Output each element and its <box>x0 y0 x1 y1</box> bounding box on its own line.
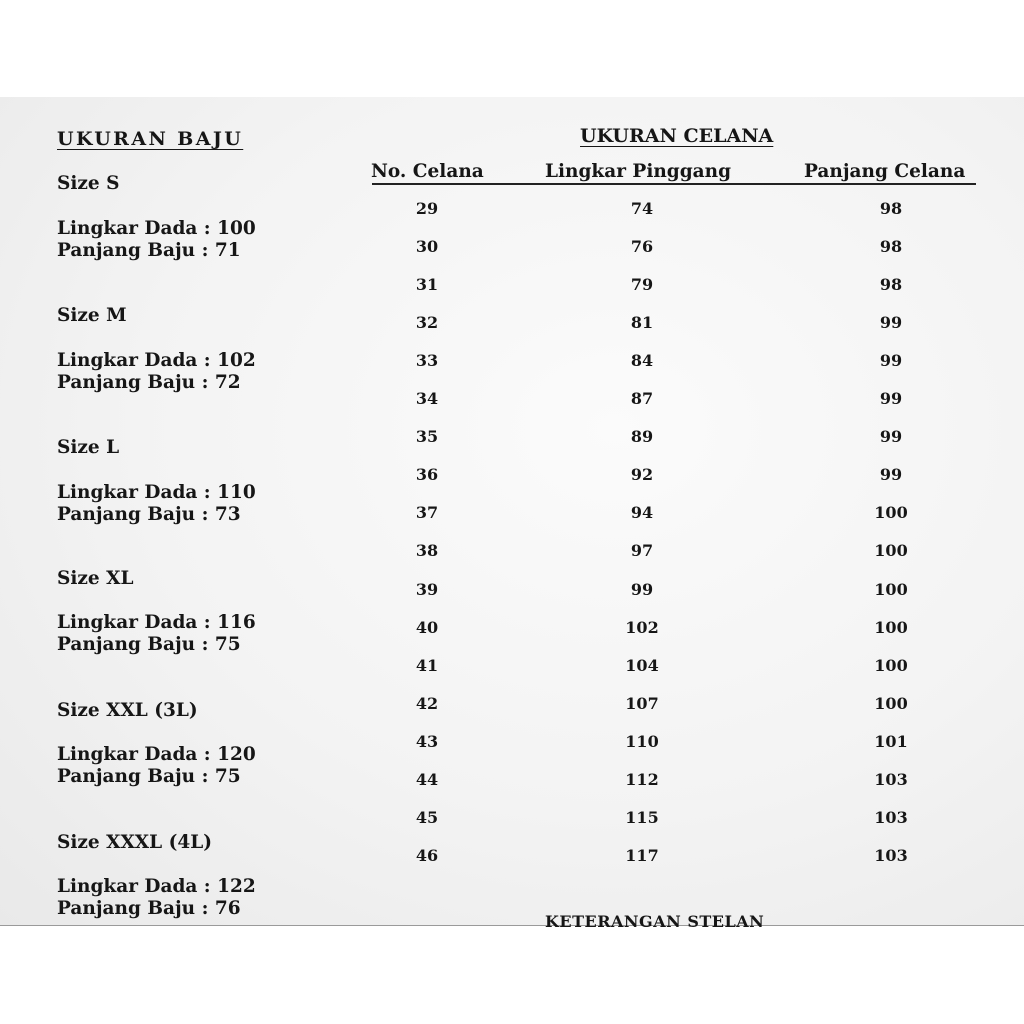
table-cell-no-celana: 37 <box>415 503 439 522</box>
table-cell-panjang-celana: 98 <box>879 237 903 256</box>
table-cell-lingkar-pinggang: 102 <box>625 618 659 637</box>
table-cell-no-celana: 35 <box>415 427 439 446</box>
size-name: Size L <box>57 437 120 458</box>
table-cell-no-celana: 34 <box>415 389 439 408</box>
table-cell-no-celana: 33 <box>415 351 439 370</box>
table-cell-no-celana: 45 <box>415 808 439 827</box>
table-cell-lingkar-pinggang: 97 <box>630 541 654 560</box>
table-cell-no-celana: 43 <box>415 732 439 751</box>
table-cell-no-celana: 30 <box>415 237 439 256</box>
table-cell-no-celana: 32 <box>415 313 439 332</box>
header-underline <box>372 183 976 185</box>
size-name: Size XXXL (4L) <box>57 832 213 853</box>
table-cell-panjang-celana: 103 <box>874 846 908 865</box>
lingkar-dada: Lingkar Dada : 102 <box>57 350 256 371</box>
table-cell-lingkar-pinggang: 92 <box>630 465 654 484</box>
table-cell-panjang-celana: 100 <box>874 618 908 637</box>
table-cell-lingkar-pinggang: 94 <box>630 503 654 522</box>
lingkar-dada: Lingkar Dada : 110 <box>57 482 256 503</box>
table-cell-panjang-celana: 101 <box>874 732 908 751</box>
table-cell-panjang-celana: 100 <box>874 541 908 560</box>
table-cell-lingkar-pinggang: 115 <box>625 808 659 827</box>
celana-title: UKURAN CELANA <box>580 125 774 147</box>
table-cell-lingkar-pinggang: 79 <box>630 275 654 294</box>
size-name: Size XXL (3L) <box>57 700 198 721</box>
panjang-baju: Panjang Baju : 73 <box>57 504 241 525</box>
table-cell-panjang-celana: 100 <box>874 694 908 713</box>
table-cell-no-celana: 31 <box>415 275 439 294</box>
table-cell-no-celana: 46 <box>415 846 439 865</box>
table-cell-lingkar-pinggang: 99 <box>630 580 654 599</box>
table-cell-lingkar-pinggang: 104 <box>625 656 659 675</box>
table-cell-lingkar-pinggang: 107 <box>625 694 659 713</box>
table-cell-panjang-celana: 103 <box>874 770 908 789</box>
table-cell-no-celana: 29 <box>415 199 439 218</box>
sheet-bottom-divider <box>0 925 1024 926</box>
size-name: Size S <box>57 173 120 194</box>
table-cell-no-celana: 44 <box>415 770 439 789</box>
size-name: Size XL <box>57 568 134 589</box>
table-cell-panjang-celana: 100 <box>874 580 908 599</box>
column-header-no-celana: No. Celana <box>371 161 484 182</box>
table-cell-panjang-celana: 99 <box>879 313 903 332</box>
table-cell-no-celana: 36 <box>415 465 439 484</box>
table-cell-lingkar-pinggang: 112 <box>625 770 659 789</box>
table-cell-lingkar-pinggang: 110 <box>625 732 659 751</box>
baju-title: UKURAN BAJU <box>57 128 244 150</box>
panjang-baju: Panjang Baju : 76 <box>57 898 241 919</box>
table-cell-no-celana: 42 <box>415 694 439 713</box>
table-cell-no-celana: 40 <box>415 618 439 637</box>
size-name: Size M <box>57 305 127 326</box>
table-cell-lingkar-pinggang: 87 <box>630 389 654 408</box>
lingkar-dada: Lingkar Dada : 100 <box>57 218 256 239</box>
table-cell-lingkar-pinggang: 76 <box>630 237 654 256</box>
table-cell-panjang-celana: 98 <box>879 275 903 294</box>
table-cell-lingkar-pinggang: 81 <box>630 313 654 332</box>
table-cell-panjang-celana: 100 <box>874 656 908 675</box>
table-cell-panjang-celana: 99 <box>879 389 903 408</box>
table-cell-panjang-celana: 99 <box>879 351 903 370</box>
lingkar-dada: Lingkar Dada : 122 <box>57 876 256 897</box>
column-header-lingkar-pinggang: Lingkar Pinggang <box>545 161 732 182</box>
table-cell-no-celana: 41 <box>415 656 439 675</box>
keterangan-stelan-heading: KETERANGAN STELAN <box>545 912 765 931</box>
panjang-baju: Panjang Baju : 72 <box>57 372 241 393</box>
column-header-panjang-celana: Panjang Celana <box>804 161 966 182</box>
panjang-baju: Panjang Baju : 75 <box>57 634 241 655</box>
table-cell-panjang-celana: 98 <box>879 199 903 218</box>
table-cell-panjang-celana: 99 <box>879 427 903 446</box>
table-cell-panjang-celana: 99 <box>879 465 903 484</box>
panjang-baju: Panjang Baju : 75 <box>57 766 241 787</box>
table-cell-lingkar-pinggang: 74 <box>630 199 654 218</box>
lingkar-dada: Lingkar Dada : 120 <box>57 744 256 765</box>
lingkar-dada: Lingkar Dada : 116 <box>57 612 256 633</box>
table-cell-lingkar-pinggang: 89 <box>630 427 654 446</box>
table-cell-panjang-celana: 103 <box>874 808 908 827</box>
panjang-baju: Panjang Baju : 71 <box>57 240 241 261</box>
table-cell-panjang-celana: 100 <box>874 503 908 522</box>
table-cell-lingkar-pinggang: 117 <box>625 846 659 865</box>
table-cell-no-celana: 39 <box>415 580 439 599</box>
table-cell-lingkar-pinggang: 84 <box>630 351 654 370</box>
table-cell-no-celana: 38 <box>415 541 439 560</box>
